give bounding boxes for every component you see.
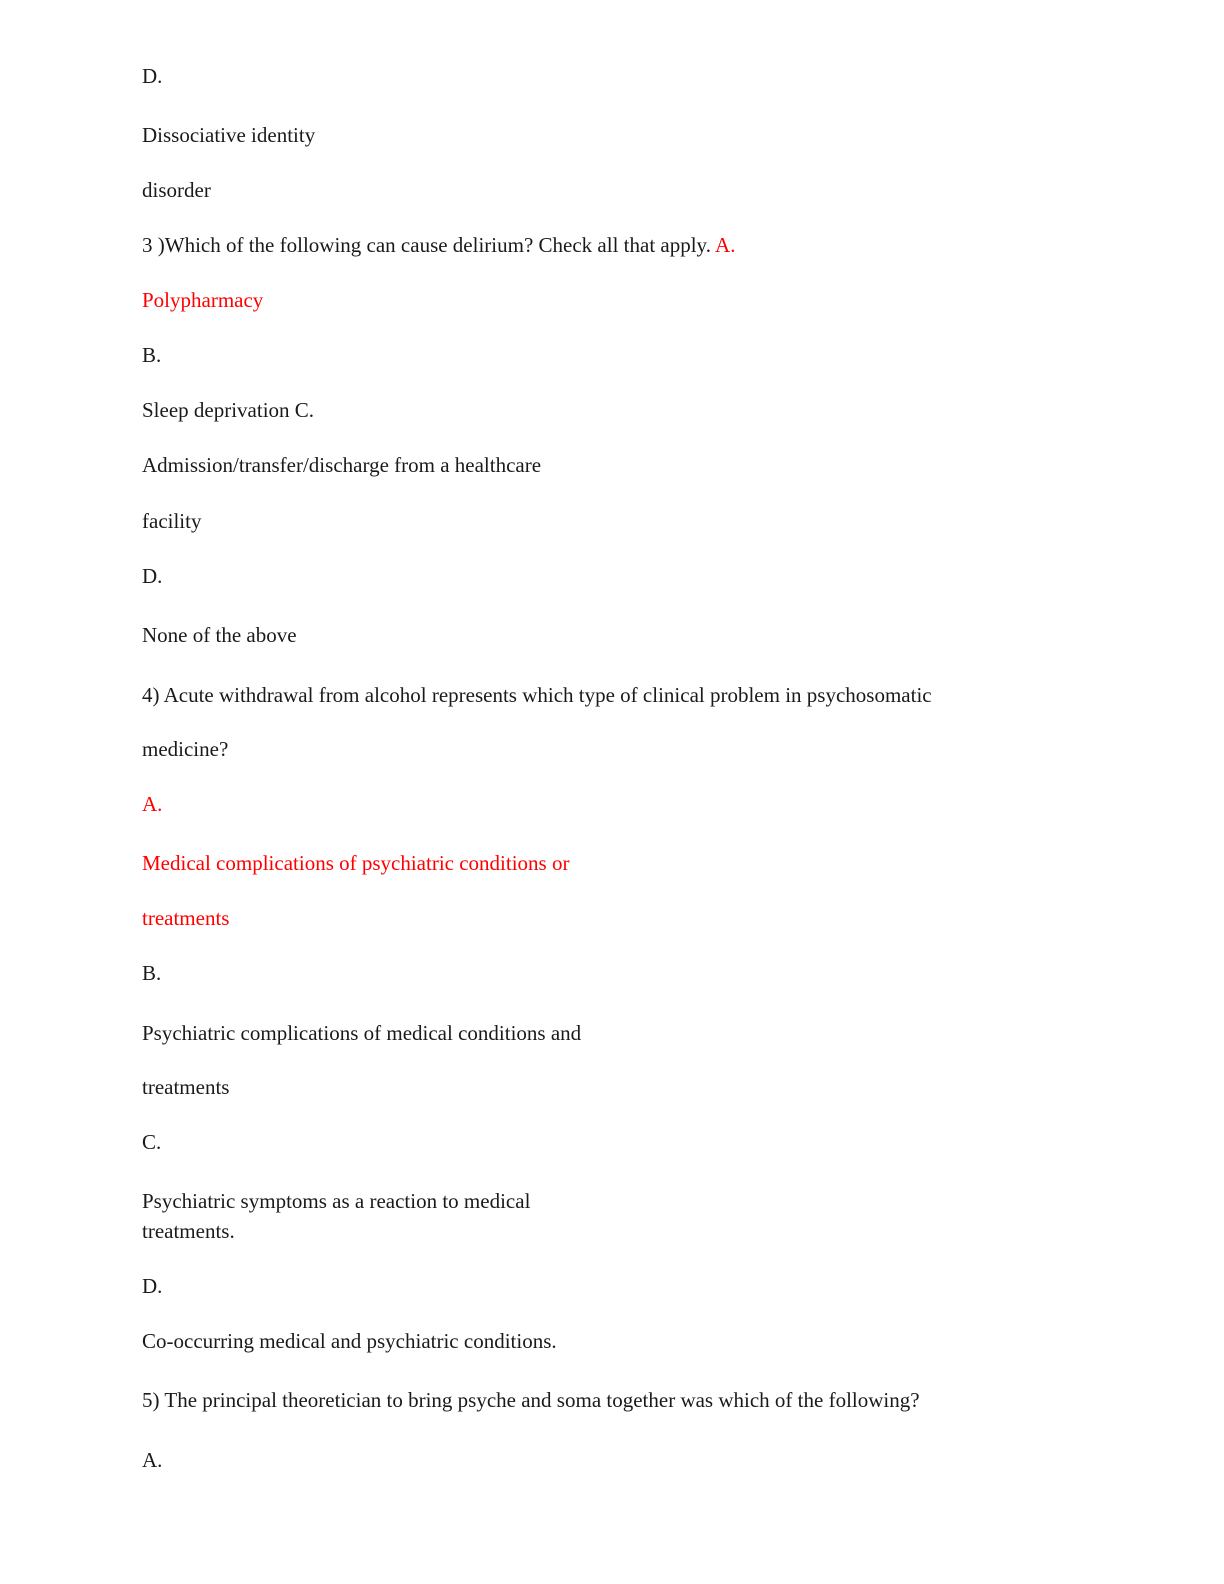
q3-option-a-text: Polypharmacy [142,288,264,312]
q4-option-d-text: Co-occurring medical and psychiatric conditions. [142,1329,557,1353]
q4-option-c-text-cont: treatments. [142,1219,235,1243]
question-3-text: 3 )Which of the following can cause delirium? Check all that apply. [142,233,716,257]
q4-option-d-letter: D. [142,1274,163,1298]
q3-option-d-letter: D. [142,564,163,588]
q4-option-b-text-cont: treatments [142,1075,230,1099]
q2-option-d-text-cont: disorder [142,178,211,202]
q4-option-a-letter: A. [142,792,163,816]
q3-option-b-letter: B. [142,343,162,367]
q5-option-a-letter: A. [142,1448,163,1472]
q3-option-c-text-cont: facility [142,509,202,533]
q4-option-a-text-cont: treatments [142,906,230,930]
q4-option-c-letter: C. [142,1130,162,1154]
question-3 [142,232,735,258]
question-4-text: 4) Acute withdrawal from alcohol represents which type of clinical problem in psychosomatic [142,683,932,707]
q4-option-c-text: Psychiatric symptoms as a reaction to medical [142,1189,531,1213]
q3-option-d-text: None of the above [142,623,297,647]
q4-option-b-text: Psychiatric complications of medical conditions and [142,1021,582,1045]
q4-option-a-text: Medical complications of psychiatric conditions or [142,851,570,875]
q3-option-b-text: Sleep deprivation C. [142,398,315,422]
q3-option-a-letter: A. [715,233,736,257]
q3-option-c-text: Admission/transfer/discharge from a healthcare [142,453,542,477]
question-5-text: 5) The principal theoretician to bring psyche and soma together was which of the following? [142,1388,920,1412]
q4-option-b-letter: B. [142,961,162,985]
question-4-text-cont: medicine? [142,737,229,761]
q2-option-d-letter: D. [142,64,163,88]
q2-option-d-text: Dissociative identity [142,123,316,147]
